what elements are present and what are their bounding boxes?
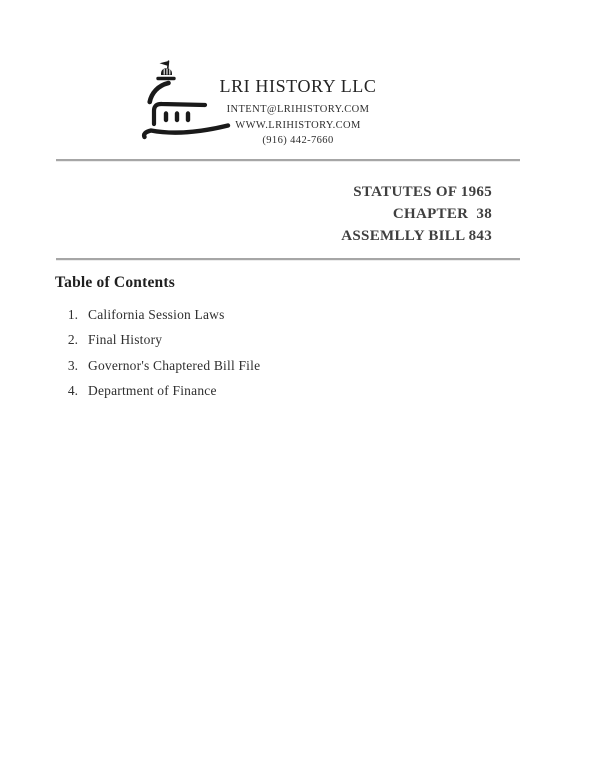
toc-item-label: California Session Laws — [88, 307, 225, 322]
toc-item — [55, 383, 475, 408]
statutes-year: STATUTES OF 1965 — [353, 184, 492, 200]
company-name: LRI HISTORY LLC — [219, 76, 377, 96]
toc-item-number: 4. — [67, 382, 78, 398]
toc-item-label: Department of Finance — [88, 382, 217, 398]
letterhead — [198, 76, 398, 146]
toc-heading: Table of Contents — [55, 274, 175, 291]
divider-top — [56, 159, 520, 162]
toc-list — [55, 307, 475, 408]
divider-middle — [56, 258, 520, 261]
assembly-bill-number: ASSEMLLY BILL 843 — [341, 228, 492, 244]
toc-item-number: 1. — [67, 307, 78, 322]
toc-item-number: 3. — [67, 357, 78, 373]
company-email: INTENT@LRIHISTORY.COM — [226, 104, 370, 115]
chapter-number: CHAPTER 38 — [392, 206, 492, 222]
toc-item-label: Governor's Chaptered Bill File — [88, 357, 261, 373]
toc-item — [55, 307, 475, 332]
toc-item-label: Final History — [88, 332, 163, 348]
company-phone: (916) 442-7660 — [262, 135, 334, 146]
statute-reference — [341, 181, 492, 247]
toc-item-number: 2. — [67, 332, 78, 348]
toc-item — [55, 332, 475, 357]
company-website: WWW.LRIHISTORY.COM — [235, 119, 361, 131]
toc-item — [55, 358, 475, 383]
